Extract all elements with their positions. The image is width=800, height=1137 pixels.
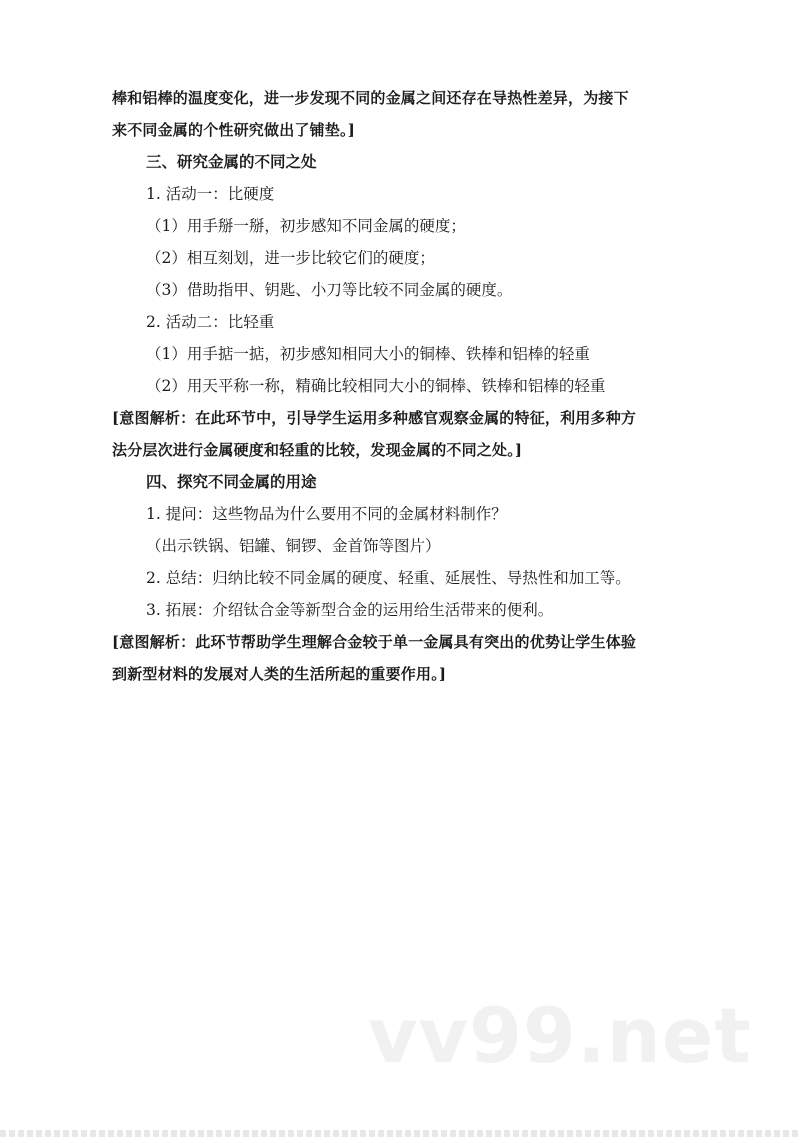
summary-line: 2. 总结：归纳比较不同金属的硬度、轻重、延展性、导热性和加工等。 (146, 569, 631, 587)
activity-title: 1. 活动一：比硬度 (146, 185, 275, 203)
analysis-text-line: [意图解析：在此环节中，引导学生运用多种感官观察金属的特征，利用多种方 (112, 409, 637, 427)
activity-step: （1）用手掰一掰，初步感知不同金属的硬度； (146, 217, 466, 235)
analysis-text-line: 来不同金属的个性研究做出了铺垫。] (112, 121, 355, 139)
watermark-text: vv99.net (368, 991, 752, 1080)
section-heading: 三、研究金属的不同之处 (146, 152, 317, 171)
picture-note: （出示铁锅、铝罐、铜锣、金首饰等图片） (146, 537, 441, 555)
activity-step: （2）用天平称一称，精确比较相同大小的铜棒、铁棒和铝棒的轻重 (146, 377, 606, 395)
analysis-text-line: 棒和铝棒的温度变化，进一步发现不同的金属之间还存在导热性差异，为接下 (112, 89, 629, 107)
activity-step: （2）相互刻划，进一步比较它们的硬度； (146, 249, 435, 267)
extension-line: 3. 拓展：介绍钛合金等新型合金的运用给生活带来的便利。 (146, 601, 554, 619)
activity-title: 2. 活动二：比轻重 (146, 313, 275, 331)
section-heading: 四、探究不同金属的用途 (146, 472, 317, 491)
activity-step: （1）用手掂一掂，初步感知相同大小的铜棒、铁棒和铝棒的轻重 (146, 345, 590, 363)
analysis-text-line: 到新型材料的发展对人类的生活所起的重要作用。] (112, 665, 447, 683)
activity-step: （3）借助指甲、钥匙、小刀等比较不同金属的硬度。 (146, 281, 513, 299)
analysis-text-line: 法分层次进行金属硬度和轻重的比较，发现金属的不同之处。] (112, 441, 523, 459)
question-line: 1. 提问：这些物品为什么要用不同的金属材料制作？ (146, 505, 507, 523)
page-bottom-edge (0, 1130, 800, 1137)
analysis-text-line: [意图解析：此环节帮助学生理解合金较于单一金属具有突出的优势让学生体验 (112, 633, 637, 651)
